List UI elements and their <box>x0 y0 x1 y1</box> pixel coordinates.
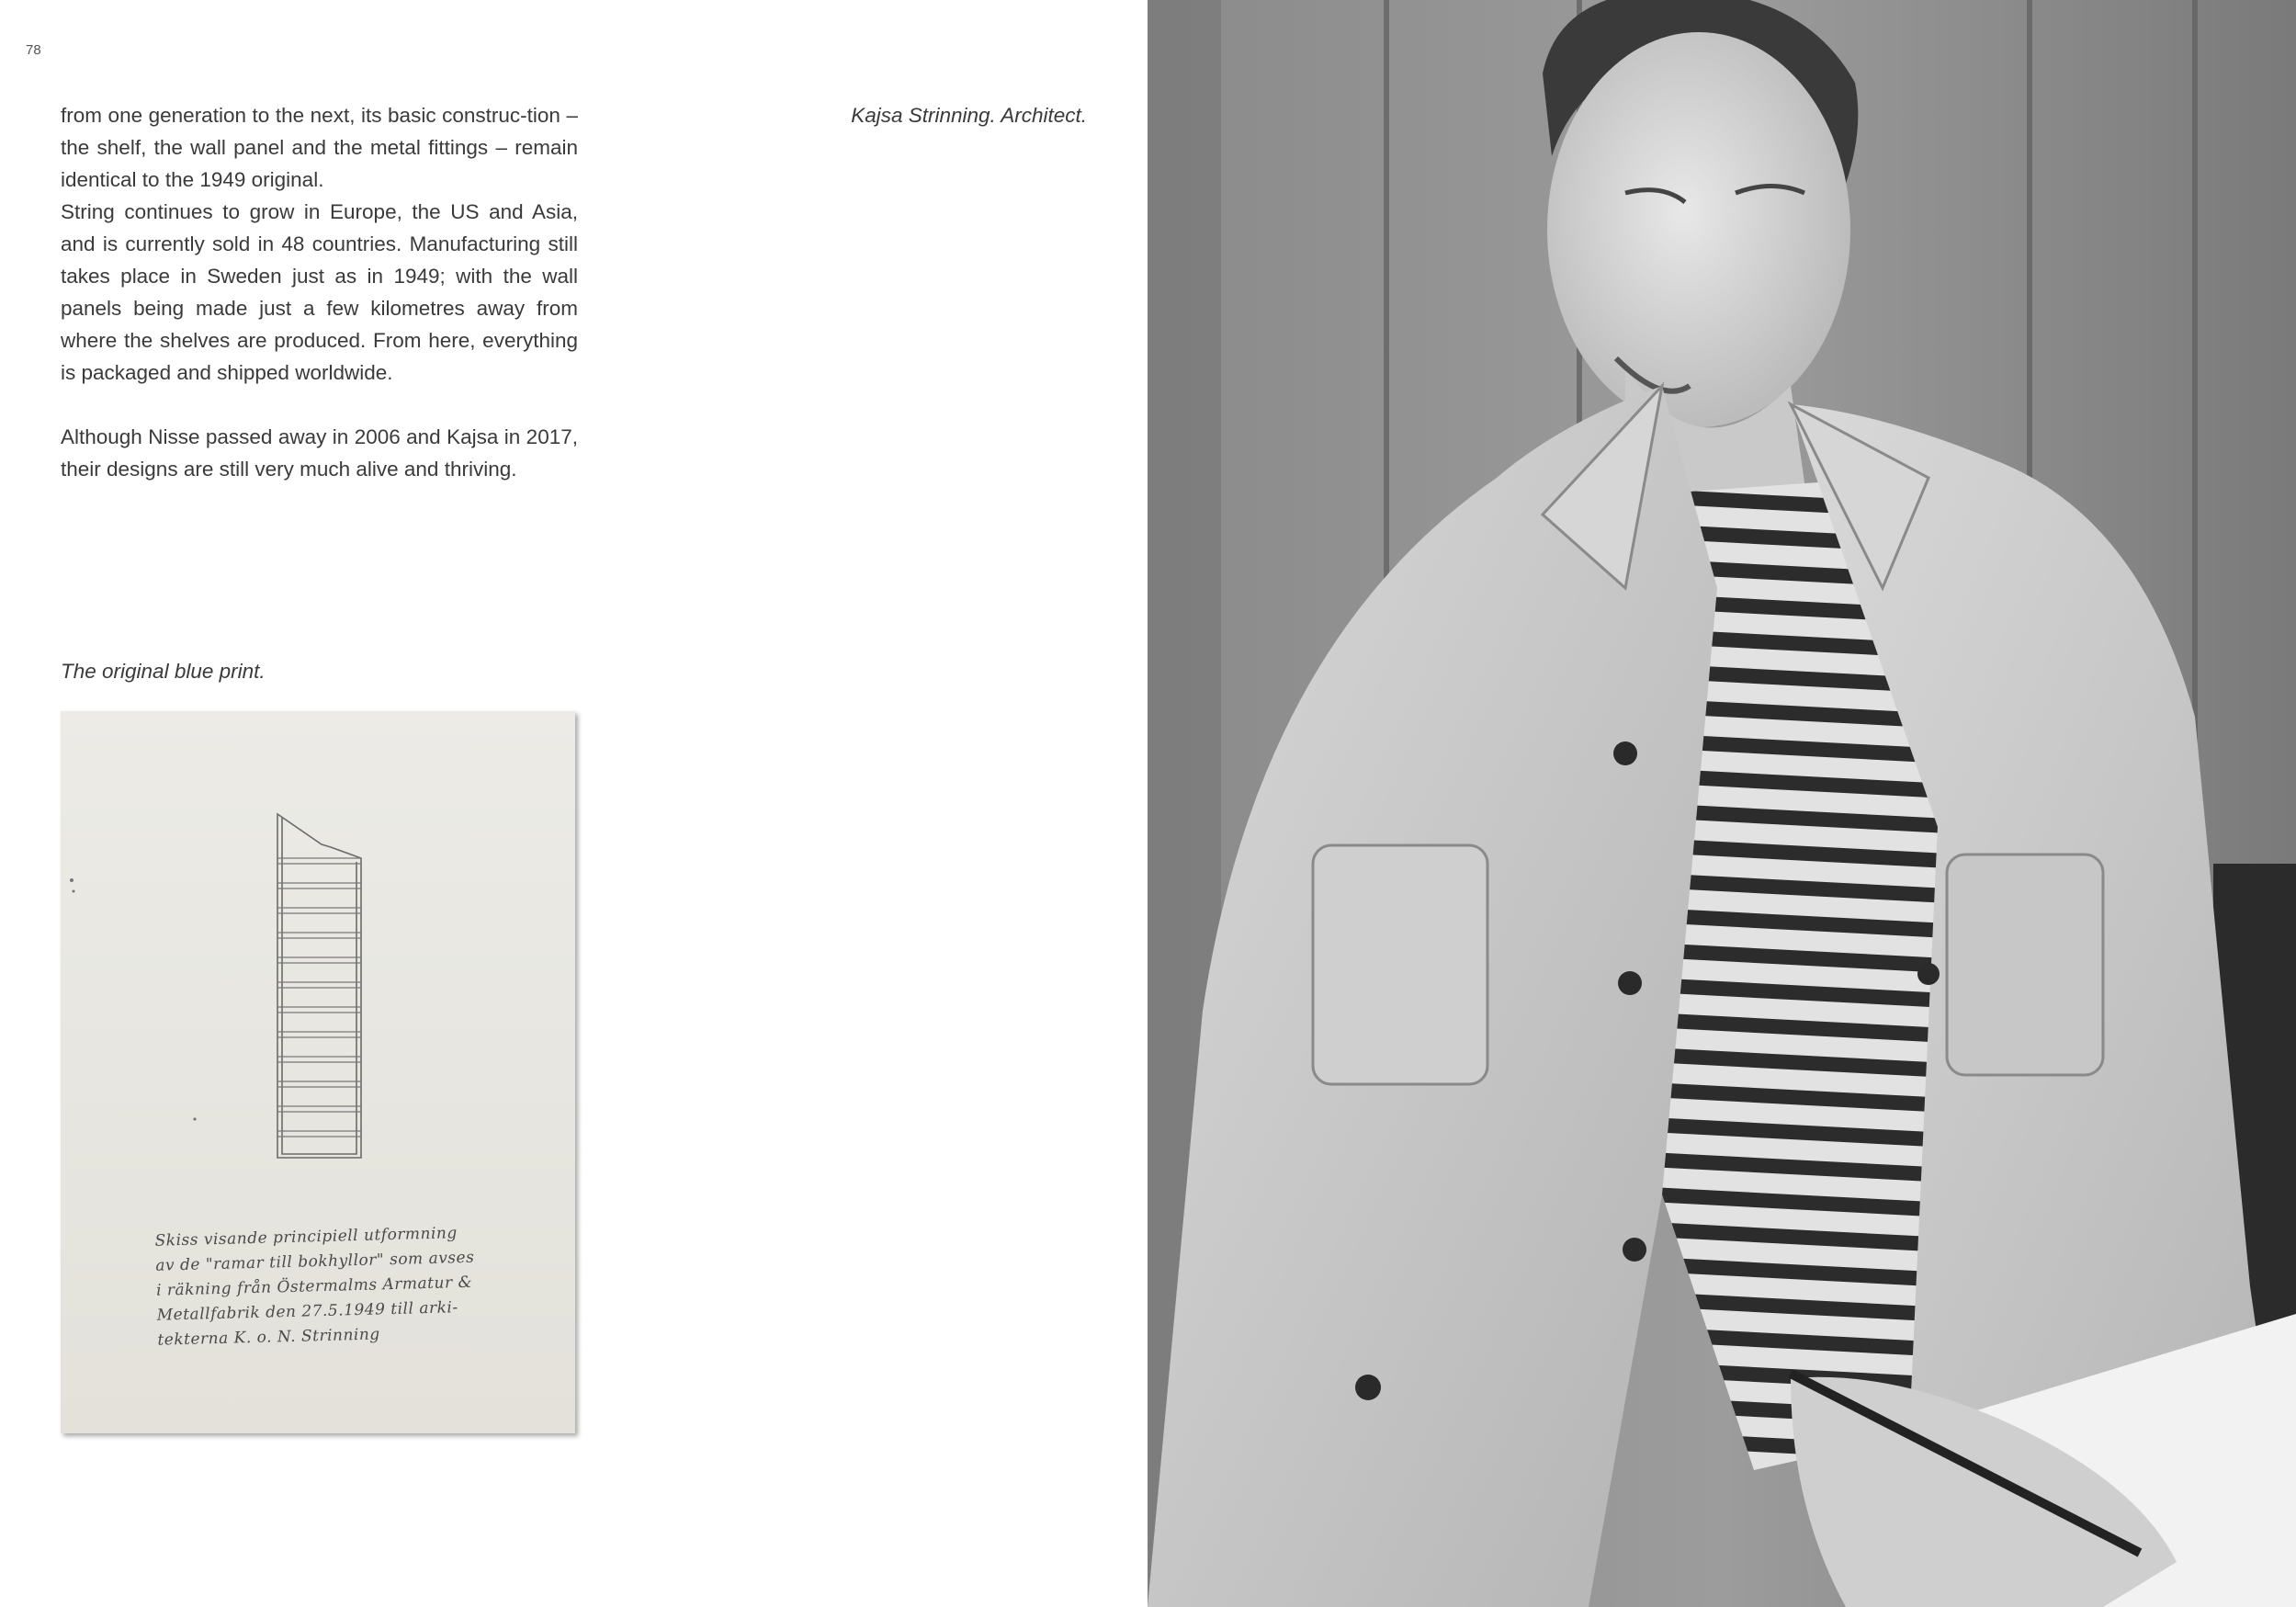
paragraph-3: Although Nisse passed away in 2006 and Kajsa in 2017, their designs are still very much alive and thriving. <box>61 425 578 481</box>
blueprint-handwriting <box>154 1218 561 1352</box>
handwriting-line: tekterna K. o. N. Strinning <box>157 1325 380 1350</box>
blueprint-caption: The original blue print. <box>61 660 266 683</box>
handwriting-line: i räkning från Östermalms Armatur & <box>155 1273 473 1300</box>
paragraph-2: String continues to grow in Europe, the US and Asia, and is currently sold in 48 countries. Manufacturing still takes place in Sweden just as in 1949; with the wall panels being made just a few kilometres away from where the shelves are produced. From here, everything is packaged and shipped worldwide. <box>61 200 578 384</box>
paragraph-1: from one generation to the next, its basic construc-tion – the shelf, the wall panel and the metal fittings – remain identical to the 1949 original. <box>61 104 578 191</box>
body-text <box>61 99 578 485</box>
page-number: 78 <box>26 42 41 58</box>
blueprint-image <box>61 711 575 1433</box>
handwriting-line: Metallfabrik den 27.5.1949 till arki- <box>156 1298 458 1325</box>
portrait-caption: Kajsa Strinning. Architect. <box>851 104 1087 127</box>
handwriting-line: av de "ramar till bokhyllor" som avses <box>155 1248 475 1275</box>
portrait-photo <box>1148 0 2296 1607</box>
portrait-illustration <box>1148 0 2296 1607</box>
handwriting-line: Skiss visande principiell utformning <box>154 1224 458 1251</box>
